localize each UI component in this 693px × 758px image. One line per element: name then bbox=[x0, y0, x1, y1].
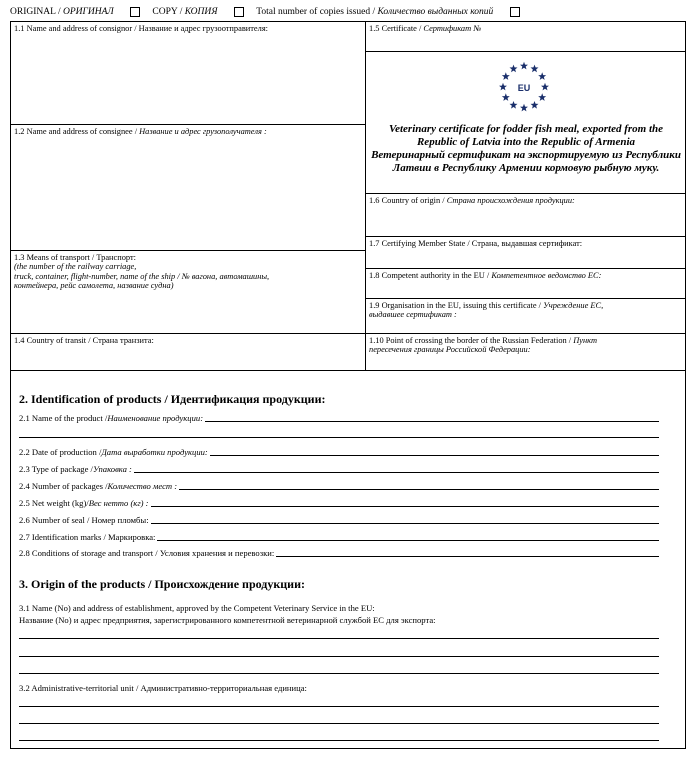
box-1-2-label: 1.2 Name and address of consignee / bbox=[14, 127, 140, 136]
box-1-5-certificate[interactable] bbox=[365, 21, 686, 52]
box-1-3-line2: truck, container, flight-number, name of the ship / № вагона, автомашины, bbox=[14, 271, 270, 281]
original-label: ORIGINAL bbox=[10, 7, 56, 18]
field-2-1-line-2[interactable] bbox=[19, 437, 659, 438]
field-2-4-line[interactable] bbox=[179, 481, 659, 490]
eu-stars-emblem bbox=[497, 60, 551, 114]
copies-header: ORIGINAL / ОРИГИНАЛ COPY / КОПИЯ Total number of copies issued / Количество выданных копий bbox=[10, 7, 520, 17]
certificate-title bbox=[368, 123, 684, 175]
eu-star-icon bbox=[510, 65, 518, 73]
field-2-3-label-ru: Упаковка : bbox=[92, 464, 132, 474]
eu-emblem-label: EU bbox=[517, 83, 531, 93]
box-1-8-competent-authority[interactable] bbox=[365, 268, 686, 299]
field-2-5-net-weight[interactable] bbox=[19, 498, 659, 508]
field-3-2-line-3[interactable] bbox=[19, 740, 659, 741]
box-1-3-title: 1.3 Means of transport / Транспорт: bbox=[14, 253, 136, 262]
field-2-8-line[interactable] bbox=[276, 548, 659, 557]
field-2-3-line[interactable] bbox=[134, 464, 659, 473]
field-2-4-label-ru: Количество мест : bbox=[107, 481, 178, 491]
box-1-8-label-ru: Компетентное ведомство ЕС: bbox=[491, 271, 602, 280]
field-2-2-line[interactable] bbox=[210, 447, 659, 456]
box-1-6-label-ru: Страна происхождения продукции: bbox=[446, 196, 575, 205]
field-2-2-label-ru: Дата выработки продукции: bbox=[101, 447, 208, 457]
field-2-6-label: 2.6 Number of seal / Номер пломбы: bbox=[19, 515, 149, 525]
field-3-2-line-1[interactable] bbox=[19, 706, 659, 707]
box-1-1-consignor[interactable] bbox=[10, 21, 366, 125]
box-1-9-organisation[interactable] bbox=[365, 298, 686, 334]
field-2-3-label: 2.3 Type of package / bbox=[19, 464, 93, 474]
box-1-10-border-crossing[interactable] bbox=[365, 333, 686, 371]
box-1-10-label-ru1: Пункт bbox=[573, 336, 598, 345]
field-3-1-line-2[interactable] bbox=[19, 656, 659, 657]
box-1-3-line1: (the number of the railway carriage, bbox=[14, 262, 137, 272]
field-2-4-label: 2.4 Number of packages / bbox=[19, 481, 108, 491]
field-2-7-label: 2.7 Identification marks / Маркировка: bbox=[19, 532, 156, 542]
box-1-10-label: 1.10 Point of crossing the border of the Russian Federation / bbox=[369, 336, 574, 345]
original-label-ru: ОРИГИНАЛ bbox=[62, 7, 114, 18]
box-1-4-transit[interactable] bbox=[10, 333, 366, 371]
field-2-2-production-date[interactable] bbox=[19, 447, 659, 457]
box-1-2-label-ru: Название и адрес грузополучателя : bbox=[139, 127, 267, 136]
box-1-2-consignee[interactable] bbox=[10, 124, 366, 251]
eu-star-icon bbox=[520, 104, 528, 112]
certificate-title-ru: Ветеринарный сертификат на экспортируемую из Республики Латвии в Республику Армении кормовую рыбную муку. bbox=[371, 148, 681, 174]
eu-star-icon bbox=[520, 62, 528, 70]
eu-star-icon bbox=[538, 93, 546, 101]
box-1-3-line3: контейнера, рейс самолета, название судна) bbox=[14, 281, 174, 291]
box-1-3-transport[interactable] bbox=[10, 250, 366, 334]
box-1-7-member-state[interactable] bbox=[365, 236, 686, 269]
box-1-10-label-ru2: пересечения границы Российской Федерации: bbox=[369, 345, 531, 355]
box-1-5-label: 1.5 Certificate / bbox=[369, 24, 424, 33]
field-2-7-identification-marks[interactable] bbox=[19, 532, 659, 542]
box-1-7-label: 1.7 Certifying Member State / Страна, выдавшая сертификат: bbox=[369, 239, 583, 248]
box-1-4-label: 1.4 Country of transit / Страна транзита: bbox=[14, 336, 154, 345]
field-3-1-label: 3.1 Name (No) and address of establishment, approved by the Competent Veterinary Service in the EU: bbox=[19, 603, 375, 613]
original-checkbox[interactable] bbox=[130, 7, 140, 17]
field-2-1-product-name[interactable] bbox=[19, 413, 659, 423]
box-1-1-label: 1.1 Name and address of consignor / Название и адрес грузоотправителя: bbox=[14, 24, 268, 33]
eu-star-icon bbox=[531, 65, 539, 73]
copy-label-ru: КОПИЯ bbox=[184, 7, 218, 18]
field-2-5-label: 2.5 Net weight (kg)/ bbox=[19, 498, 89, 508]
total-copies-label: Total number of copies issued bbox=[256, 7, 371, 18]
box-1-5-label-ru: Сертификат № bbox=[423, 24, 482, 33]
field-3-1-label-ru: Название (No) и адрес предприятия, зарегистрированного компетентной ветеринарной службой ЕС для экспорта: bbox=[19, 615, 436, 625]
box-1-6-label: 1.6 Country of origin / bbox=[369, 196, 447, 205]
eu-star-icon bbox=[510, 101, 518, 109]
eu-star-icon bbox=[502, 72, 510, 80]
field-2-5-line[interactable] bbox=[151, 498, 659, 507]
field-2-8-storage-conditions[interactable] bbox=[19, 548, 659, 558]
copy-checkbox[interactable] bbox=[234, 7, 244, 17]
field-2-1-label: 2.1 Name of the product / bbox=[19, 413, 108, 423]
field-2-6-line[interactable] bbox=[151, 515, 659, 524]
section-3-heading: 3. Origin of the products / Происхождение продукции: bbox=[19, 577, 306, 591]
field-3-2-label: 3.2 Administrative-territorial unit / Административно-территориальная единица: bbox=[19, 683, 307, 693]
total-copies-label-ru: Количество выданных копий bbox=[377, 7, 494, 18]
field-2-1-label-ru: Наименование продукции: bbox=[107, 413, 204, 423]
box-1-8-label: 1.8 Competent authority in the EU / bbox=[369, 271, 492, 280]
field-2-8-label: 2.8 Conditions of storage and transport / Условия хранения и перевозки: bbox=[19, 548, 275, 558]
certificate-title-en: Veterinary certificate for fodder fish meal, exported from the Republic of Latvia into the Republic of Armenia bbox=[388, 123, 664, 148]
eu-star-icon bbox=[538, 72, 546, 80]
eu-star-icon bbox=[531, 101, 539, 109]
box-1-9-label-ru1: Учреждение ЕС, bbox=[543, 301, 604, 310]
eu-star-icon bbox=[541, 83, 549, 91]
box-1-9-label-ru2: выдавшее сертификат : bbox=[369, 310, 457, 320]
field-3-1-line-3[interactable] bbox=[19, 673, 659, 674]
copy-label: COPY bbox=[152, 7, 178, 18]
box-1-6-country-origin[interactable] bbox=[365, 193, 686, 237]
field-2-2-label: 2.2 Date of production / bbox=[19, 447, 102, 457]
section-2-heading: 2. Identification of products / Идентификация продукции: bbox=[19, 392, 326, 406]
field-2-5-label-ru: Вес нетто (кг) : bbox=[88, 498, 149, 508]
field-3-2-line-2[interactable] bbox=[19, 723, 659, 724]
box-1-9-label: 1.9 Organisation in the EU, issuing this certificate / bbox=[369, 301, 544, 310]
field-2-7-line[interactable] bbox=[157, 532, 659, 541]
field-2-3-package-type[interactable] bbox=[19, 464, 659, 474]
eu-star-icon bbox=[499, 83, 507, 91]
eu-star-icon bbox=[502, 93, 510, 101]
field-2-4-package-count[interactable] bbox=[19, 481, 659, 491]
field-2-1-line[interactable] bbox=[205, 413, 659, 422]
total-copies-checkbox[interactable] bbox=[510, 7, 520, 17]
field-3-1-line-1[interactable] bbox=[19, 638, 659, 639]
field-2-6-seal-number[interactable] bbox=[19, 515, 659, 525]
